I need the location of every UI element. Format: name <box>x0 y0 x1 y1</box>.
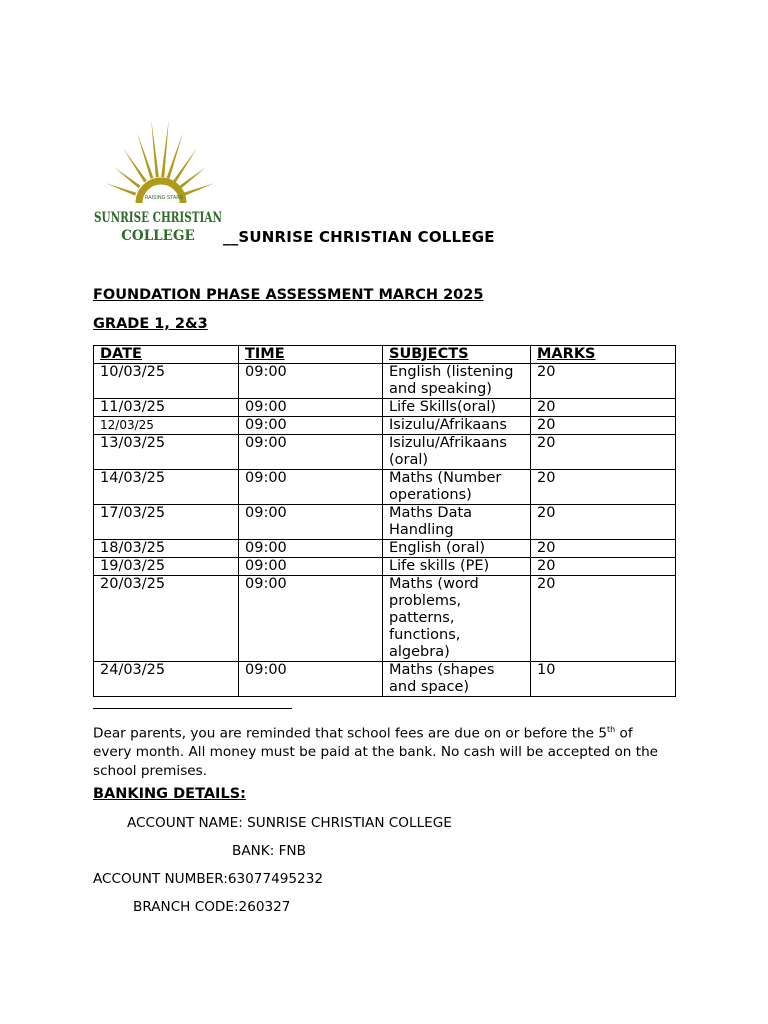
date-cell: 19/03/25 <box>94 558 239 576</box>
notice-text-end: of every month. All money must be paid at the bank. No cash will be accepted on the school premises. <box>93 725 659 779</box>
subject-cell: Isizulu/Afrikaans (oral) <box>383 435 531 470</box>
subject-cell: English (oral) <box>383 540 531 558</box>
date-cell: 18/03/25 <box>94 540 239 558</box>
date-cell: 11/03/25 <box>94 399 239 417</box>
date-column-header: DATE <box>94 346 239 364</box>
logo-text-line1: SUNRISE CHRISTIAN <box>94 210 222 226</box>
subject-cell: Maths Data Handling <box>383 505 531 540</box>
date-cell: 14/03/25 <box>94 470 239 505</box>
account-number: ACCOUNT NUMBER:63077495232 <box>93 871 323 887</box>
banking-details-heading: BANKING DETAILS: <box>93 786 246 802</box>
notice-text-start: Dear parents, you are reminded that school fees are due on or before the 5 <box>93 725 607 742</box>
table-row <box>94 662 676 697</box>
subjects-column-header: SUBJECTS <box>383 346 531 364</box>
marks-column-header: MARKS <box>531 346 676 364</box>
table-row <box>94 576 676 662</box>
logo-text-line2: COLLEGE <box>121 228 195 244</box>
bank-name: BANK: FNB <box>232 843 306 859</box>
time-column-header: TIME <box>239 346 383 364</box>
date-cell: 13/03/25 <box>94 435 239 470</box>
table-row <box>94 435 676 470</box>
branch-code: BRANCH CODE:260327 <box>133 899 291 915</box>
table-row <box>94 505 676 540</box>
college-logo <box>93 115 223 245</box>
date-cell: 20/03/25 <box>94 576 239 662</box>
table-row <box>94 399 676 417</box>
table-header-row <box>94 346 676 364</box>
sun-ray <box>161 119 169 177</box>
grade-title: GRADE 1, 2&3 <box>93 316 208 332</box>
subject-cell: Maths (Number operations) <box>383 470 531 505</box>
marks-cell: 20 <box>531 364 676 399</box>
date-cell: 10/03/25 <box>94 364 239 399</box>
subject-cell: English (listening and speaking) <box>383 364 531 399</box>
time-cell: 09:00 <box>239 576 383 662</box>
college-name: __SUNRISE CHRISTIAN COLLEGE <box>223 228 495 246</box>
sunburst-logo-icon <box>93 115 223 245</box>
notice-superscript: th <box>607 725 616 734</box>
subject-cell: Maths (shapes and space) <box>383 662 531 697</box>
date-cell: 12/03/25 <box>94 417 239 435</box>
table-row <box>94 470 676 505</box>
date-cell: 17/03/25 <box>94 505 239 540</box>
time-cell: 09:00 <box>239 417 383 435</box>
marks-cell: 20 <box>531 558 676 576</box>
subject-cell: Maths (word problems, patterns, functions, algebra) <box>383 576 531 662</box>
table-row <box>94 364 676 399</box>
sun-ray <box>105 183 136 195</box>
time-cell: 09:00 <box>239 399 383 417</box>
marks-cell: 20 <box>531 417 676 435</box>
time-cell: 09:00 <box>239 505 383 540</box>
subject-cell: Life Skills(oral) <box>383 399 531 417</box>
time-cell: 09:00 <box>239 662 383 697</box>
assessment-schedule-table <box>93 345 676 697</box>
marks-cell: 20 <box>531 435 676 470</box>
time-cell: 09:00 <box>239 540 383 558</box>
marks-cell: 20 <box>531 470 676 505</box>
sun-ray <box>151 119 159 177</box>
marks-cell: 20 <box>531 576 676 662</box>
table-row <box>94 540 676 558</box>
date-cell: 24/03/25 <box>94 662 239 697</box>
marks-cell: 10 <box>531 662 676 697</box>
marks-cell: 20 <box>531 399 676 417</box>
assessment-title: FOUNDATION PHASE ASSESSMENT MARCH 2025 <box>93 287 484 303</box>
time-cell: 09:00 <box>239 435 383 470</box>
time-cell: 09:00 <box>239 470 383 505</box>
sun-ray <box>184 183 215 195</box>
time-cell: 09:00 <box>239 558 383 576</box>
sun-ray <box>179 167 205 188</box>
subject-cell: Isizulu/Afrikaans <box>383 417 531 435</box>
divider-line <box>93 708 292 709</box>
marks-cell: 20 <box>531 540 676 558</box>
table-row <box>94 417 676 435</box>
marks-cell: 20 <box>531 505 676 540</box>
time-cell: 09:00 <box>239 364 383 399</box>
logo-arc-text: RAISING STARS <box>145 195 183 201</box>
school-fees-notice <box>93 721 673 780</box>
sun-ray <box>114 167 140 188</box>
subject-cell: Life skills (PE) <box>383 558 531 576</box>
account-name: ACCOUNT NAME: SUNRISE CHRISTIAN COLLEGE <box>127 815 452 831</box>
table-row <box>94 558 676 576</box>
